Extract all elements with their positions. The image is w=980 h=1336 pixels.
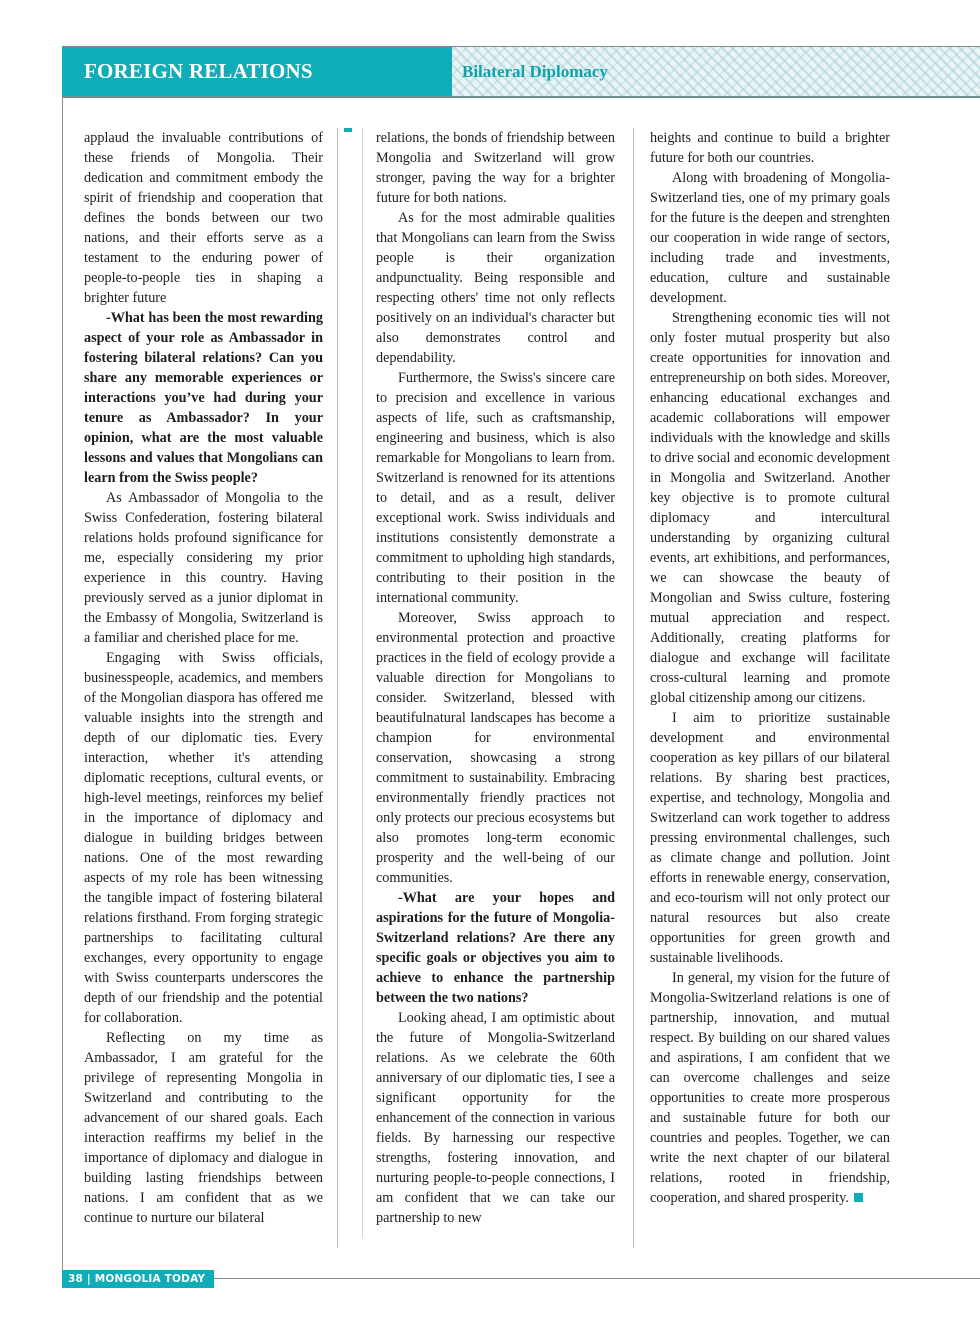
paragraph: Engaging with Swiss officials, businesspeople, academics, and members of the Mongolian diaspora has offered me valuable insights into the strength and depth of our diplomatic ties. Every interaction, whether it's attending diplomatic receptions, cultural events, or high-level meetings, reinforces my belief in the importance of diplomacy and dialogue in building bridges between nations. One of the most rewarding aspects of my role has been witnessing the tangible impact of fostering bilateral relations firsthand. From forging strategic partnerships to facilitating cultural exchanges, every opportunity to engage with Swiss counterparts underscores the depth of our friendship and the potential for collaboration. bbox=[84, 650, 323, 1026]
page-number: 38 bbox=[68, 1273, 84, 1285]
closing-paragraph bbox=[650, 968, 890, 1208]
column-divider bbox=[633, 128, 634, 1248]
section-title: FOREIGN RELATIONS bbox=[84, 59, 313, 83]
folio-separator: | bbox=[86, 1273, 91, 1285]
subsection-banner bbox=[446, 47, 980, 96]
publication-name: MONGOLIA TODAY bbox=[94, 1273, 206, 1285]
column-divider bbox=[362, 128, 363, 1238]
square-end-mark-icon bbox=[854, 1193, 863, 1202]
footer-folio bbox=[62, 1270, 214, 1288]
article-column-2 bbox=[376, 128, 615, 1228]
paragraph: As Ambassador of Mongolia to the Swiss Confederation, fostering bilateral relations holds profound significance for me, especially considering my prior experience in this country. Having previously served as a junior diplomat in the Embassy of Mongolia, Switzerland is a familiar and cherished place for me. bbox=[84, 490, 323, 646]
interview-question: -What are your hopes and aspirations for the future of Mongolia-Switzerland relations? Are there any specific goals or objectives you aim to achieve to enhance the partnership between the two nations? bbox=[376, 890, 615, 1006]
paragraph: applaud the invaluable contributions of these friends of Mongolia. Their dedication and commitment embody the spirit of friendship and cooperation that defines the bonds between our two nations, and their efforts serve as a testament to the enduring power of people-to-people ties in shaping a brighter future bbox=[84, 130, 323, 306]
paragraph: Along with broadening of Mongolia-Switzerland ties, one of my primary goals for the future is the deepen and strenghten our cooperation in wide range of sectors, including trade and investments, education, culture and sustainable development. bbox=[650, 170, 890, 306]
column-divider bbox=[337, 128, 338, 1248]
footer-rule bbox=[214, 1278, 980, 1279]
paragraph: Strengthening economic ties will not only foster mutual prosperity but also create opportunities for innovation and entrepreneurship on both sides. Moreover, enhancing educational exchanges and academic collaborations will empower individuals with the knowledge and skills to drive social and economic development in Mongolia and Switzerland. Another key objective is to promote cultural diplomacy and intercultural understanding by organizing cultural events, art exhibitions, and performances, we can showcase the beauty of Mongolian and Swiss culture, fostering mutual appreciation and respect. Additionally, creating platforms for dialogue and exchange will facilitate cross-cultural learning and promote global citizenship among our citizens. bbox=[650, 310, 890, 706]
paragraph: Looking ahead, I am optimistic about the future of Mongolia-Switzerland relations. As we celebrate the 60th anniversary of our diplomatic ties, I see a significant opportunity for the enhancement of the connection in various fields. By harnessing our respective strengths, fostering innovation, and nurturing people-to-people connections, I am confident that we can take our partnership to new bbox=[376, 1010, 615, 1226]
paragraph: Furthermore, the Swiss's sincere care to precision and excellence in various aspects of life, such as craftsmanship, engineering and business, which is also remarkable for Mongolians to learn from. Switzerland is renowned for its attentions to detail, and as a result, deliver exceptional work. Swiss individuals and institutions consistently demonstrate a commitment to upholding high standards, contributing to their position in the international community. bbox=[376, 370, 615, 606]
paragraph: Moreover, Swiss approach to environmental protection and proactive practices in the field of ecology provide a valuable direction for Mongolians to consider. Switzerland, blessed with beautifulnatural landscapes has become a champion for environmental conservation, showcasing a strong commitment to sustainability. Embracing environmentally friendly practices not only protects our precious ecosystems but also promotes long-term economic prosperity and the well-being of our communities. bbox=[376, 610, 615, 886]
page-header bbox=[62, 46, 980, 98]
article-column-3 bbox=[650, 128, 890, 1208]
teal-dash-icon bbox=[344, 128, 352, 132]
paragraph: relations, the bonds of friendship between Mongolia and Switzerland will grow stronger, paving the way for a brighter future for both nations. bbox=[376, 130, 615, 206]
paragraph: As for the most admirable qualities that Mongolians can learn from the Swiss people is their organization andpunctuality. Being responsible and respecting others' time not only reflects positively on an individual's character but also demonstrates control and dependability. bbox=[376, 210, 615, 366]
closing-paragraph-text: In general, my vision for the future of Mongolia-Switzerland relations is one of partnership, innovation, and mutual respect. By building on our shared values and aspirations, I am confident that we can overcome challenges and seize opportunities to create more prosperous and sustainable future for both our countries and peoples. Together, we can write the next chapter of our bilateral relations, rooted in friendship, cooperation, and shared prosperity. bbox=[650, 970, 890, 1206]
article-column-1 bbox=[84, 128, 323, 1228]
paragraph: I aim to prioritize sustainable development and environmental cooperation as key pillars of our bilateral relations. By sharing best practices, expertise, and technology, Mongolia and Switzerland can work together to address pressing environmental challenges, such as climate change and pollution. Joint efforts in renewable energy, conservation, and eco-tourism will not only protect our natural resources but also create opportunities for green growth and sustainable livelihoods. bbox=[650, 710, 890, 966]
paragraph: heights and continue to build a brighter future for both our countries. bbox=[650, 130, 890, 166]
subsection-title: Bilateral Diplomacy bbox=[462, 61, 608, 81]
section-banner bbox=[62, 47, 446, 96]
interview-question: -What has been the most rewarding aspect of your role as Ambassador in fostering bilateral relations? Can you share any memorable experiences or interactions you’ve had during your tenure as Ambassador? In your opinion, what are the most valuable lessons and values that Mongolians can learn from the Swiss people? bbox=[84, 310, 323, 486]
folio-text bbox=[68, 1273, 205, 1285]
paragraph: Reflecting on my time as Ambassador, I am grateful for the privilege of representing Mongolia in Switzerland and contributing to the advancement of our shared goals. Each interaction reaffirms my belief in the importance of diplomacy and dialogue in building lasting friendships between nations. I am confident that as we continue to nurture our bilateral bbox=[84, 1030, 323, 1226]
